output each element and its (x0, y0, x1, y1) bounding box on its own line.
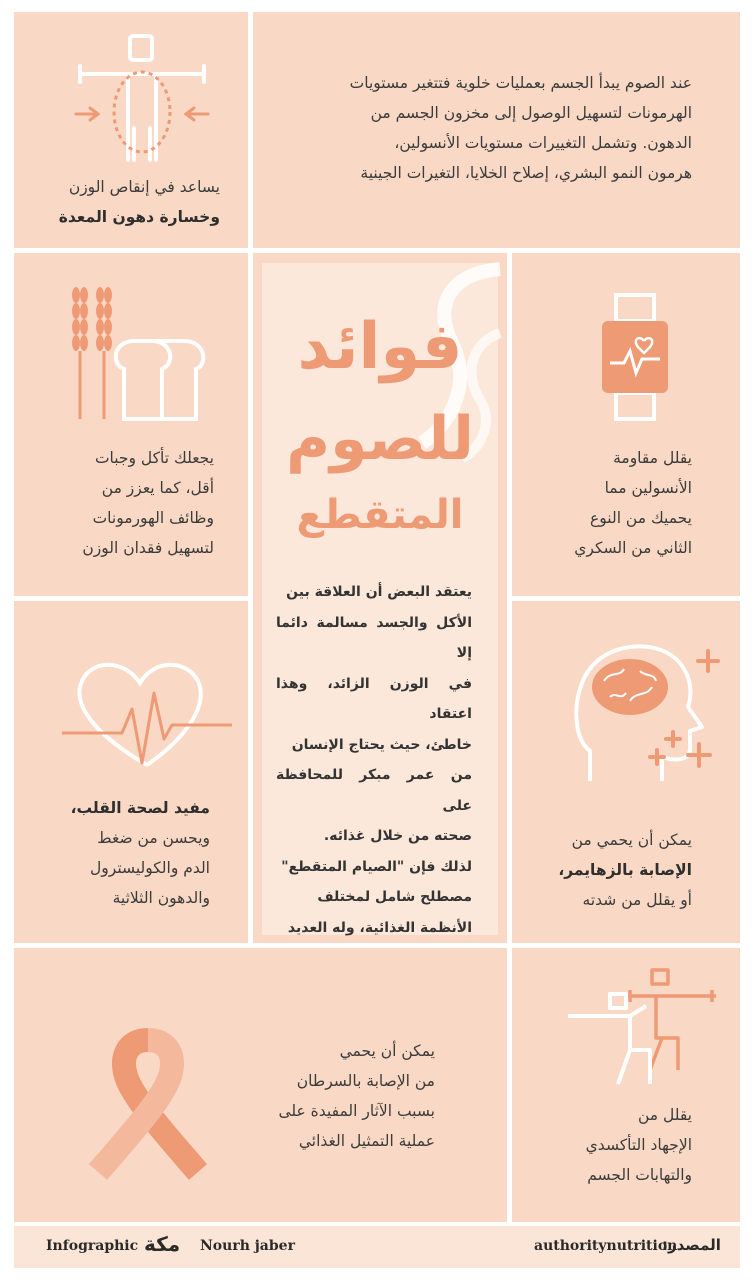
author-name: Nourh jaber (200, 1238, 295, 1254)
weight-line1: يساعد في إنقاص الوزن (68, 178, 220, 196)
heart-title: مفيد لصحة القلب، (70, 799, 210, 817)
wheat-bread-icon (66, 281, 216, 421)
center-line: يعتقد البعض أن العلاقة بين (286, 584, 472, 600)
insulin-line: يقلل مقاومة (613, 449, 692, 467)
intro-line: عند الصوم يبدأ الجسم بعمليات خلوية فتتغير مستويات (349, 74, 692, 92)
awareness-ribbon-icon (78, 1026, 218, 1176)
footer (14, 1226, 740, 1268)
brain-head-icon (570, 631, 720, 791)
meals-line: يجعلك تأكل وجبات (94, 449, 214, 467)
alzheimer-line1: يمكن أن يحمي من (571, 831, 692, 849)
source-label: المصدر: (662, 1236, 721, 1254)
cancer-line: عملية التمثيل الغذائي (298, 1132, 435, 1150)
watch-heart-icon (600, 293, 670, 423)
weight-loss-tile (14, 12, 248, 248)
oxidative-line: والتهابات الجسم (587, 1166, 692, 1184)
oxidative-tile (512, 948, 740, 1222)
alzheimer-title: الإصابة بالزهايمر، (558, 861, 692, 879)
heart-line: الدم والكوليسترول (90, 859, 210, 877)
cancer-line: يمكن أن يحمي (339, 1042, 435, 1060)
alzheimer-tile (512, 601, 740, 943)
intro-line: الهرمونات لتسهيل الوصول إلى مخزون الجسم من (370, 104, 692, 122)
cancer-line: من الإصابة بالسرطان (296, 1072, 435, 1090)
center-panel (262, 263, 498, 935)
insulin-line: الثاني من السكري (574, 539, 692, 557)
center-line: مصطلح شامل لمختلف (317, 889, 472, 905)
center-line: من عمر مبكر للمحافظة على (276, 767, 472, 814)
heart-tile (14, 601, 248, 943)
center-line: لذلك فإن "الصيام المتقطع" (281, 858, 472, 875)
insulin-line: يحميك من النوع (590, 509, 692, 527)
alzheimer-line3: أو يقلل من شدته (582, 891, 692, 909)
title-line1: فوائد (297, 310, 463, 384)
title-line3: المتقطع (296, 492, 464, 538)
makkah-logo: مكة (144, 1232, 181, 1256)
weight-line2: وخسارة دهون المعدة (58, 208, 220, 226)
exercise-people-icon (566, 966, 736, 1086)
body-fat-icon (72, 32, 212, 172)
center-line: الأنظمة الغذائية، وله العديد (287, 919, 472, 936)
oxidative-line: يقلل من (637, 1106, 692, 1124)
meals-tile (14, 253, 248, 596)
intro-tile (253, 12, 740, 248)
center-line: في الوزن الزائد، وهذا اعتقاد (276, 675, 472, 722)
title-line2: للصوم (286, 404, 474, 474)
cancer-line: بسبب الآثار المفيدة على (278, 1102, 435, 1120)
center-line: خاطئ، حيث يحتاج الإنسان (291, 736, 472, 753)
heart-line: والدهون الثلاثية (112, 889, 210, 907)
meals-line: أقل، كما يعزز من (101, 479, 214, 497)
heart-pulse-icon (62, 653, 232, 783)
intro-line: الدهون. وتشمل التغييرات مستويات الأنسولين، (394, 134, 692, 152)
infographic-label: Infographic (46, 1238, 139, 1254)
center-line: الأكل والجسد مسالمة دائما إلا (276, 614, 472, 661)
source-value: authoritynutrition (534, 1238, 678, 1254)
intro-line: هرمون النمو البشري، إصلاح الخلايا، التغيرات الجينية (360, 164, 692, 182)
meals-line: لتسهيل فقدان الوزن (82, 539, 214, 557)
cancer-tile (14, 948, 507, 1222)
heart-line: ويحسن من ضغط (97, 829, 210, 847)
center-line: صحته من خلال غذائه. (323, 828, 472, 844)
oxidative-line: الإجهاد التأكسدي (585, 1136, 692, 1154)
insulin-tile (512, 253, 740, 596)
meals-line: وظائف الهورمونات (92, 509, 214, 527)
insulin-line: الأنسولين مما (604, 479, 692, 497)
